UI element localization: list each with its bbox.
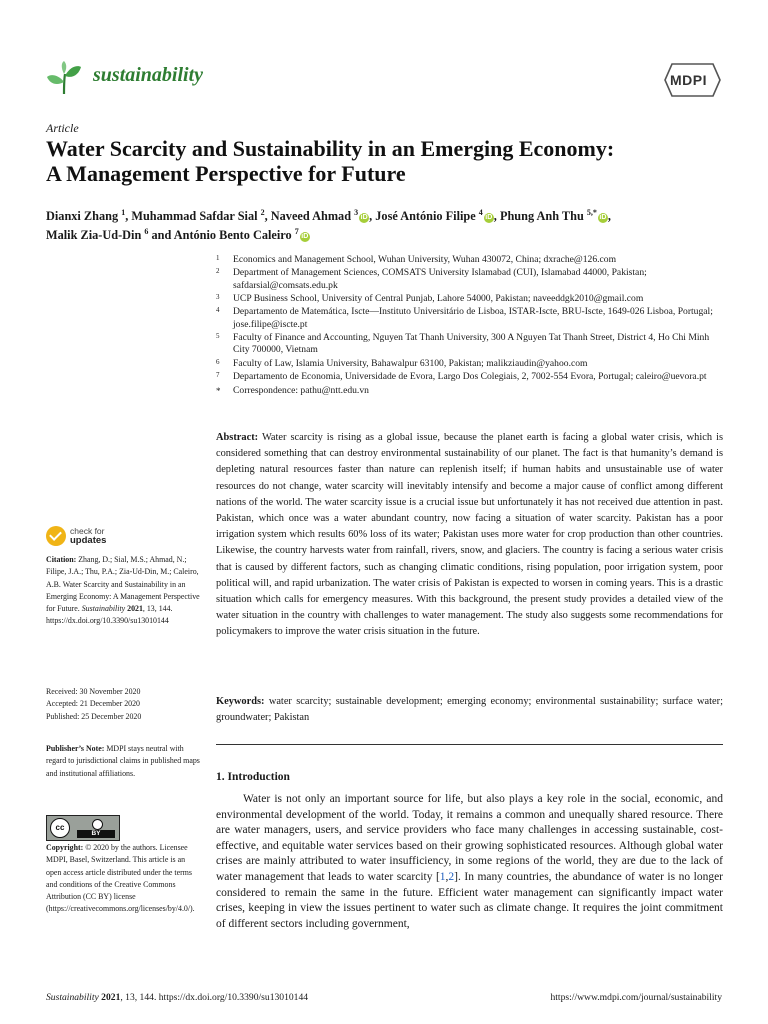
publisher-note-text: MDPI stays neutral with regard to jurisdictional claims in published maps and institutional affiliations. bbox=[46, 744, 200, 778]
affiliations bbox=[216, 254, 726, 398]
article-title bbox=[46, 136, 726, 186]
citation-label: Citation: bbox=[46, 555, 77, 564]
affiliation-item bbox=[216, 306, 726, 331]
author-sup: 3 bbox=[354, 208, 359, 217]
footer-rest: , 13, 144. https://dx.doi.org/10.3390/su13010144 bbox=[120, 992, 309, 1003]
reference-link[interactable]: 2 bbox=[448, 870, 455, 883]
cc-icon: cc bbox=[50, 818, 70, 838]
accepted-date: Accepted: 21 December 2020 bbox=[46, 699, 140, 709]
affiliation-number: 2 bbox=[216, 267, 220, 276]
affiliation-item bbox=[216, 371, 726, 383]
check-line-2: updates bbox=[70, 535, 107, 546]
affiliation-item bbox=[216, 332, 726, 357]
affiliation-text: Economics and Management School, Wuhan University, Wuhan 430072, China; dxrache@126.com bbox=[233, 254, 617, 265]
publisher-note bbox=[46, 743, 201, 780]
citation-journal: Sustainability bbox=[81, 604, 126, 614]
orcid-icon[interactable]: iD bbox=[599, 214, 607, 222]
citation-block bbox=[46, 554, 206, 628]
section-divider bbox=[216, 744, 723, 745]
citation-year: 2021 bbox=[127, 604, 143, 614]
author-name: José António Filipe bbox=[375, 209, 476, 224]
keywords-text: water scarcity; sustainable development; emerging economy; environmental sustainability; surface water; groundwater; Pakistan bbox=[216, 696, 723, 724]
by-label: BY bbox=[77, 830, 115, 838]
affiliation-text: UCP Business School, University of Central Punjab, Lahore 54000, Pakistan; naveeddgk2010@gmail.com bbox=[233, 293, 644, 305]
affiliation-number: 6 bbox=[216, 357, 220, 366]
person-icon bbox=[92, 819, 103, 830]
footer-journal-url[interactable]: https://www.mdpi.com/journal/sustainability bbox=[550, 992, 722, 1003]
title-line-1: Water Scarcity and Sustainability in an Emerging Economy: bbox=[46, 136, 615, 161]
affiliation-text: Faculty of Finance and Accounting, Nguyen Tat Thanh University, 300 A Nguyen Tat Thanh Street, District 4, Ho Chi Minh City 700000, Vietnam bbox=[233, 332, 710, 356]
abstract-label: Abstract: bbox=[216, 432, 259, 443]
author-name: Phung Anh Thu bbox=[499, 209, 584, 224]
keywords-label: Keywords: bbox=[216, 696, 265, 707]
author-and: and bbox=[151, 228, 172, 243]
affiliation-text: Department of Management Sciences, COMSATS University Islamabad (CUI), Islamabad 44000, Pakistan; safdarsial@comsats.edu.pk bbox=[233, 267, 647, 291]
author-name: Naveed Ahmad bbox=[270, 209, 352, 224]
affiliation-number: * bbox=[216, 385, 221, 396]
cc-by-license-badge[interactable] bbox=[46, 815, 120, 841]
affiliation-item bbox=[216, 293, 726, 305]
intro-text-b: ]. In many countries, the abundance of water is no longer considered to remain the same in the future. Efficient water management can significantly impact water crises, keeping in view the issues pertinent to water such as climate change. It requires the joint commitment of different sectors including government, bbox=[216, 870, 723, 930]
received-date: Received: 30 November 2020 bbox=[46, 687, 141, 696]
article-type: Article bbox=[46, 121, 79, 135]
sprout-leaf-icon bbox=[46, 60, 82, 96]
publisher-note-label: Publisher’s Note: bbox=[46, 744, 105, 753]
author-name: António Bento Caleiro bbox=[173, 228, 292, 243]
affiliation-number: 7 bbox=[216, 371, 220, 380]
affiliation-text: Correspondence: pathu@ntt.edu.vn bbox=[233, 384, 369, 396]
orcid-icon[interactable]: iD bbox=[301, 233, 309, 241]
author-sup: 1 bbox=[121, 208, 126, 217]
published-date: Published: 25 December 2020 bbox=[46, 711, 142, 721]
footer-year: 2021 bbox=[101, 992, 121, 1003]
affiliation-text: Faculty of Law, Islamia University, Bahawalpur 63100, Pakistan; malikziaudin@yahoo.com bbox=[233, 357, 588, 369]
citation-text: Zhang, D.; Sial, M.S.; Ahmad, N.; Filipe, J.A.; Thu, P.A.; Zia-Ud-Din, M.; Caleiro, A.B. Water Scarcity and Sustainability in an Emerging Economy: A Management Perspective for Future. bbox=[46, 555, 200, 614]
keywords bbox=[216, 694, 723, 726]
affiliation-number: 5 bbox=[216, 332, 220, 341]
title-line-2: A Management Perspective for Future bbox=[46, 161, 406, 186]
abstract-text: Water scarcity is rising as a global issue, because the planet earth is facing a global water crisis, which is considered something that can destroy environmental sustainability of our planet. The fact is that humanity’s demand is depleting natural resources faster than nature can replenish itself; if human habits and unsustainable use of water resources do not change, water scarcity will inevitably intensify and become a major cause of conflict among different nations of the world. The water scarcity issue is a crucial issue but unfortunately it has not received due attention in past. Pakistan, which once was a water abundant country, now facing a situation of water scarcity. Pakistan has a poor irrigation system which results 60% loss of its water; Pakistan uses more water for crop production than other countries. Likewise, the country harvests water from rainfall, rivers, snow, and glaciers. The country is facing a serious water crisis that is caused by different factors, such as changing climatic conditions, rising population, poor irrigation system, poor political will, and rapid urbanization. The water crisis of Pakistan is expected to worsen in coming years. This is a drastic situation which calls for emergency measures. With this background, the present study provides a detailed view of the water situation in the country with challenges to water management. The study also suggests some recommendations for policymakers to improve the water crisis situation in the future. bbox=[216, 432, 723, 638]
abstract bbox=[216, 430, 723, 641]
affiliation-number: 4 bbox=[216, 306, 220, 315]
correspondence-item bbox=[216, 385, 726, 397]
check-line-1: check for bbox=[70, 526, 105, 536]
author-name: Muhammad Safdar Sial bbox=[131, 209, 258, 224]
intro-text-a: Water is not only an important source for life, but also plays a key role in the social, economic, and environmental development of the world. Today, it remains a common and unequally shared resource. There are water managers, users, and service providers who face many challenges in accessing sustainable, cost-effective, and equitable water services based on their growing sophisticated resources. Although global water crises are mainly attributed to water insufficiency, in some regions of the world, they are due to the lack of water management that leads to water scarcity [ bbox=[216, 793, 723, 883]
author-name: Malik Zia-Ud-Din bbox=[46, 228, 142, 243]
affiliation-item bbox=[216, 267, 726, 292]
author-sup: 2 bbox=[260, 208, 265, 217]
publisher-name: MDPI bbox=[670, 72, 707, 88]
affiliation-text: Departamento de Economia, Universidade de Evora, Largo Dos Colegiais, 2, 7002-554 Evora, Portugal; caleiro@uevora.pt bbox=[233, 371, 707, 383]
copyright-label: Copyright: bbox=[46, 843, 84, 852]
check-for-updates-badge[interactable] bbox=[46, 526, 146, 554]
journal-name: sustainability bbox=[93, 64, 204, 86]
affiliation-number: 1 bbox=[216, 254, 220, 262]
check-circle-icon bbox=[46, 526, 66, 546]
author-name: Dianxi Zhang bbox=[46, 209, 119, 224]
citation-rest: , 13, 144. https://dx.doi.org/10.3390/su13010144 bbox=[46, 604, 173, 626]
ref-separator: , bbox=[445, 870, 449, 883]
footer-journal: Sustainability bbox=[46, 992, 99, 1003]
author-sup: 4 bbox=[478, 208, 483, 217]
copyright-block bbox=[46, 842, 201, 916]
affiliation-number: 3 bbox=[216, 293, 220, 302]
orcid-icon[interactable]: iD bbox=[360, 214, 368, 222]
intro-paragraph bbox=[216, 792, 723, 932]
author-sup: 5,* bbox=[586, 208, 597, 217]
author-list: Dianxi Zhang $^1$, Muhammad Safdar Sial $^2$, Naveed Ahmad $^3$iD , José António Filipe $^4$iD , Phung Anh Thu $^{5,*}$iD , Malik Zia-Ud-Din $^6$ and António Bento Caleiro $^7$iD bbox=[46, 208, 611, 243]
footer-citation bbox=[46, 992, 308, 1003]
copyright-text: © 2020 by the authors. Licensee MDPI, Basel, Switzerland. This article is an open access article distributed under the terms and conditions of the Creative Commons Attribution (CC BY) license (https://creativecommons.org/licenses/by/4.0/). bbox=[46, 843, 195, 914]
author-sup: 6 bbox=[144, 227, 149, 237]
orcid-icon[interactable]: iD bbox=[485, 214, 493, 222]
author-sup: 7 bbox=[294, 227, 299, 237]
affiliation-item bbox=[216, 254, 726, 266]
section-heading: 1. Introduction bbox=[216, 771, 290, 783]
affiliation-text: Departamento de Matemática, Iscte—Instituto Universitário de Lisboa, ISTAR-Iscte, BRU-Iscte, 1649-026 Lisboa, Portugal; jose.filipe@iscte.pt bbox=[233, 306, 713, 330]
dates-block bbox=[46, 686, 206, 723]
reference-link[interactable]: 1 bbox=[439, 870, 446, 883]
check-updates-text bbox=[70, 527, 106, 545]
affiliation-item bbox=[216, 358, 726, 370]
mdpi-logo bbox=[664, 63, 721, 97]
